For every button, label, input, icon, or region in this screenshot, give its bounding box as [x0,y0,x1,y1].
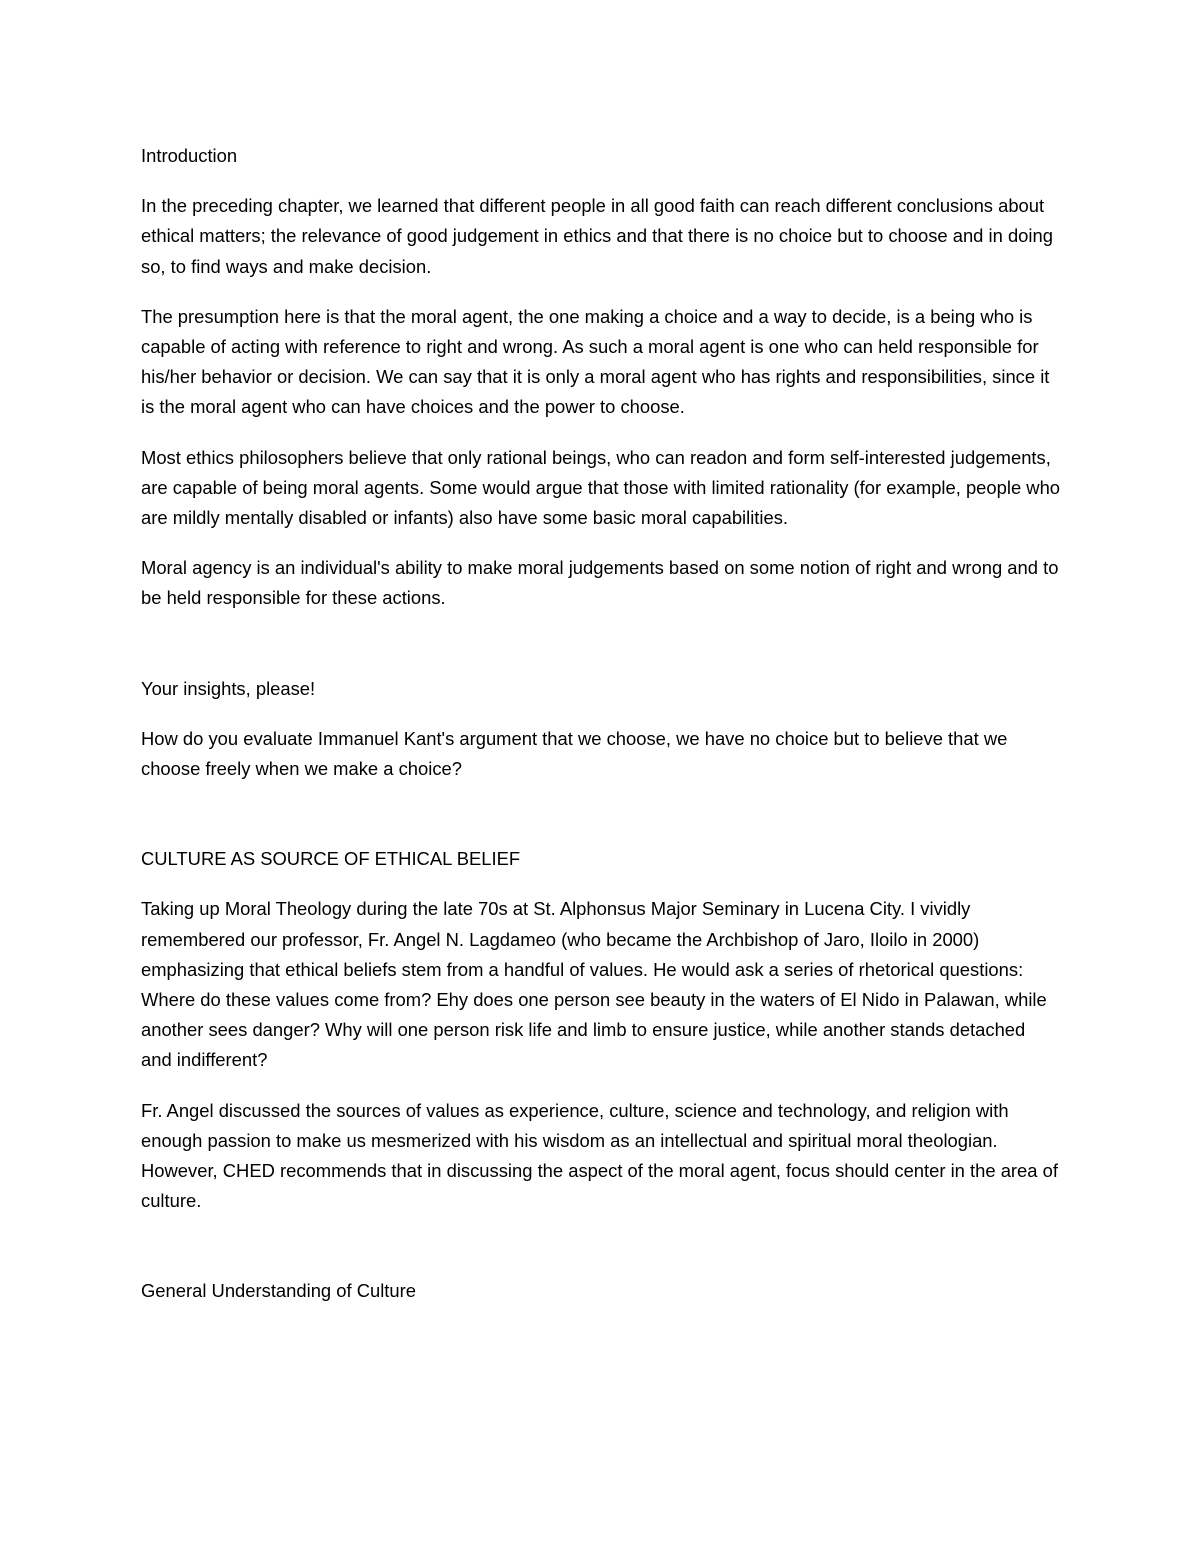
intro-paragraph-1: In the preceding chapter, we learned that different people in all good faith can reach different conclusions about ethical matters; the relevance of good judgement in ethics and that there is no choice but to choose and in doing so, to find ways and make decision. [141,195,1053,277]
insights-heading: Your insights, please! [141,677,316,699]
introduction-heading: Introduction [141,145,238,166]
intro-paragraph-4: Moral agency is an individual's ability to make moral judgements based on some notion of right and wrong and to be held responsible for these actions. [141,557,1059,609]
culture-paragraph-2: Fr. Angel discussed the sources of values as experience, culture, science and technology, and religion with enough passion to make us mesmerized with his wisdom as an intellectual and spiritual moral theologian. However, CHED recommends that in discussing the aspect of the moral agent, focus should center in the area of culture. [141,1099,1058,1212]
intro-paragraph-3: Most ethics philosophers believe that only rational beings, who can readon and form self-interested judgements, are capable of being moral agents. Some would argue that those with limited rationality (for example, people who are mildly mentally disabled or infants) also have some basic moral capabilities. [141,446,1061,529]
document-body [141,141,1061,1327]
intro-paragraph-2: The presumption here is that the moral agent, the one making a choice and a way to decide, is a being who is capable of acting with reference to right and wrong. As such a moral agent is one who can held responsible for his/her behavior or decision. We can say that it is only a moral agent who has rights and responsibilities, since it is the moral agent who can have choices and the power to choose. [141,305,1050,418]
insights-question: How do you evaluate Immanuel Kant's argument that we choose, we have no choice but to believe that we choose freely when we make a choice? [141,727,1008,780]
general-understanding-heading: General Understanding of Culture [141,1280,416,1302]
culture-heading: CULTURE AS SOURCE OF ETHICAL BELIEF [141,848,521,870]
culture-paragraph-1: Taking up Moral Theology during the late 70s at St. Alphonsus Major Seminary in Lucena City. I vividly remembered our professor, Fr. Angel N. Lagdameo (who became the Archbishop of Jaro, Iloilo in 2000) emphasizing that ethical beliefs stem from a handful of values. He would ask a series of rhetorical questions: Where do these values come from? Ehy does one person see beauty in the waters of El Nido in Palawan, while another sees danger? Why will one person risk life and limb to ensure justice, while another stands detached and indifferent? [141,898,1047,1071]
